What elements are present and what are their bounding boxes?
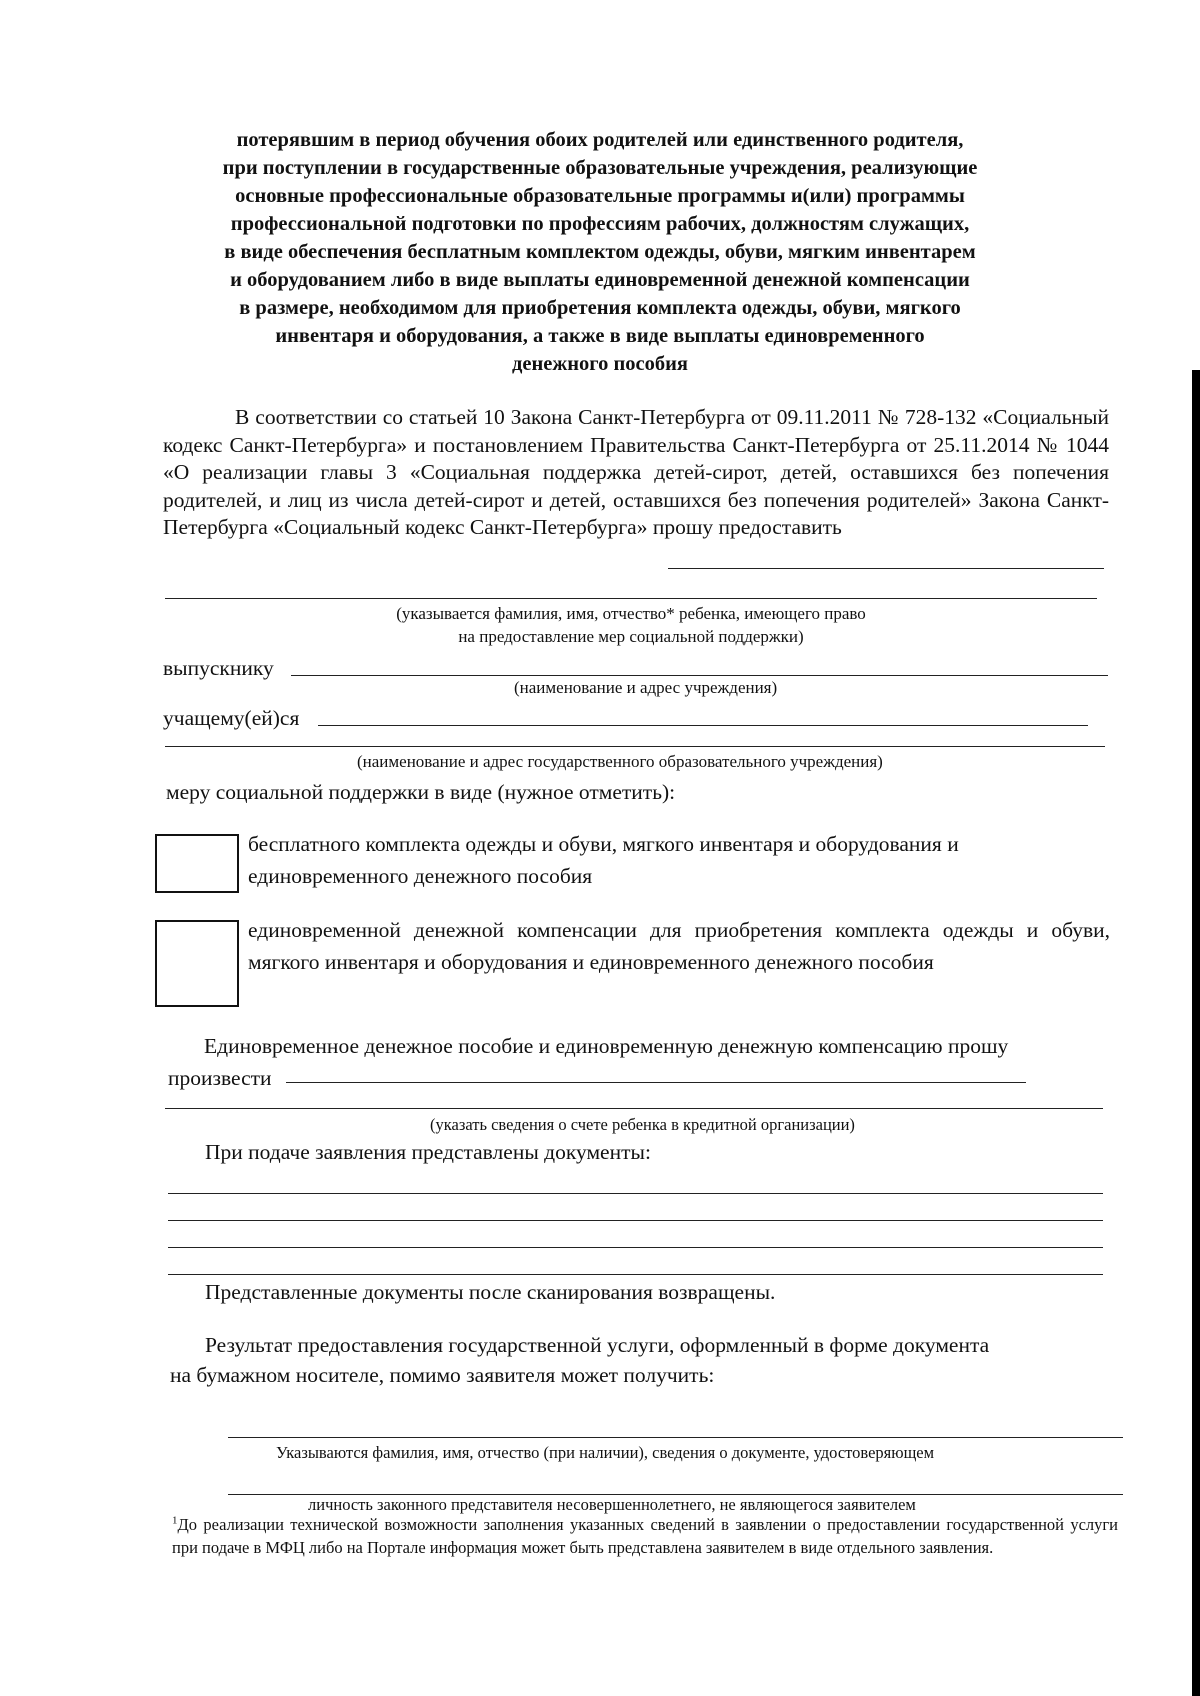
intro-paragraph (163, 404, 1109, 542)
measure-label: меру социальной поддержки в виде (нужное отметить): (166, 780, 676, 804)
title-line: и оборудованием либо в виде выплаты единовременной денежной компенсации (230, 269, 970, 291)
title-line: профессиональной подготовки по профессиям рабочих, должностям служащих, (230, 213, 970, 235)
title-line: в размере, необходимом для приобретения комплекта одежды, обуви, мягкого (239, 297, 961, 319)
representative-hint-2: личность законного представителя несовершеннолетнего, не являющегося заявителем (308, 1495, 916, 1514)
graduate-label: выпускнику (163, 656, 274, 680)
title-line: инвентаря и оборудования, а также в виде выплаты единовременного (275, 325, 925, 347)
representative-field[interactable] (228, 1437, 1123, 1438)
title-line: денежного пособия (511, 353, 689, 375)
scan-edge-bar (1192, 370, 1200, 1696)
title-line: основные профессиональные образовательные программы и(или) программы (235, 185, 965, 207)
payment-account-field-line2[interactable] (165, 1108, 1103, 1109)
documents-field-line-2[interactable] (168, 1220, 1103, 1221)
payment-text: Единовременное денежное пособие и единовременную денежную компенсацию прошу (204, 1034, 1009, 1058)
title-line: в виде обеспечения бесплатным комплектом одежды, обуви, мягким инвентарем (224, 241, 976, 263)
student-hint: (наименование и адрес государственного образовательного учреждения) (357, 752, 883, 771)
title-line: потерявшим в период обучения обоих родителей или единственного родителя, (236, 129, 964, 151)
student-institution-field[interactable] (318, 725, 1088, 726)
footnote-text: До реализации технической возможности заполнения указанных сведений в заявлении о предоставлении государственной услуги при подаче в МФЦ либо на Портале информация может быть представлена заявителем в виде отдельного заявления. (172, 1515, 1118, 1557)
document-title (150, 126, 1050, 378)
option-2-checkbox[interactable] (155, 920, 239, 1007)
child-name-field[interactable] (668, 568, 1104, 569)
option-2-text: единовременной денежной компенсации для приобретения комплекта одежды и обуви, мягкого инвентаря и оборудования и единовременного денежного пособия (248, 918, 1110, 974)
title-line: при поступлении в государственные образовательные учреждения, реализующие (222, 157, 978, 179)
footnote-marker: 1 (172, 1514, 178, 1527)
representative-hint: Указываются фамилия, имя, отчество (при наличии), сведения о документе, удостоверяющем (276, 1443, 935, 1462)
child-name-field-line2[interactable] (165, 598, 1097, 599)
child-name-hint-2: на предоставление мер социальной поддержки) (458, 627, 804, 646)
graduate-institution-field[interactable] (291, 675, 1108, 676)
footnote (172, 1513, 1118, 1559)
documents-field-line-4[interactable] (168, 1274, 1103, 1275)
graduate-hint: (наименование и адрес учреждения) (514, 678, 778, 697)
option-1-text: бесплатного комплекта одежды и обуви, мягкого инвентаря и оборудования и единовременного денежного пособия (248, 832, 959, 888)
result-text-2: на бумажном носителе, помимо заявителя может получить: (170, 1363, 715, 1387)
documents-field-line-3[interactable] (168, 1247, 1103, 1248)
payment-hint: (указать сведения о счете ребенка в кредитной организации) (430, 1115, 855, 1134)
student-institution-field-line2[interactable] (165, 746, 1105, 747)
student-label: учащему(ей)ся (163, 706, 300, 730)
documents-label: При подаче заявления представлены документы: (205, 1140, 651, 1164)
result-text: Результат предоставления государственной услуги, оформленный в форме документа (205, 1333, 990, 1357)
payment-account-field[interactable] (286, 1082, 1026, 1083)
documents-field-line-1[interactable] (168, 1193, 1103, 1194)
payment-label: произвести (168, 1066, 272, 1090)
intro-text: В соответствии со статьей 10 Закона Санкт-Петербурга от 09.11.2011 № 728-132 «Социальный кодекс Санкт-Петербурга» и постановлением Правительства Санкт-Петербурга от 25.11.2014 № 1044 «О реализации главы 3 «Социальная поддержка детей-сирот, детей, оставшихся без попечения родителей, и лиц из числа детей-сирот и детей, оставшихся без попечения родителей» Закона Санкт-Петербурга «Социальный кодекс Санкт-Петербурга» прошу предоставить (163, 405, 1109, 539)
child-name-hint: (указывается фамилия, имя, отчество* ребенка, имеющего право (396, 604, 866, 623)
documents-returned-text: Представленные документы после сканирования возвращены. (205, 1280, 776, 1304)
option-1-checkbox[interactable] (155, 834, 239, 893)
